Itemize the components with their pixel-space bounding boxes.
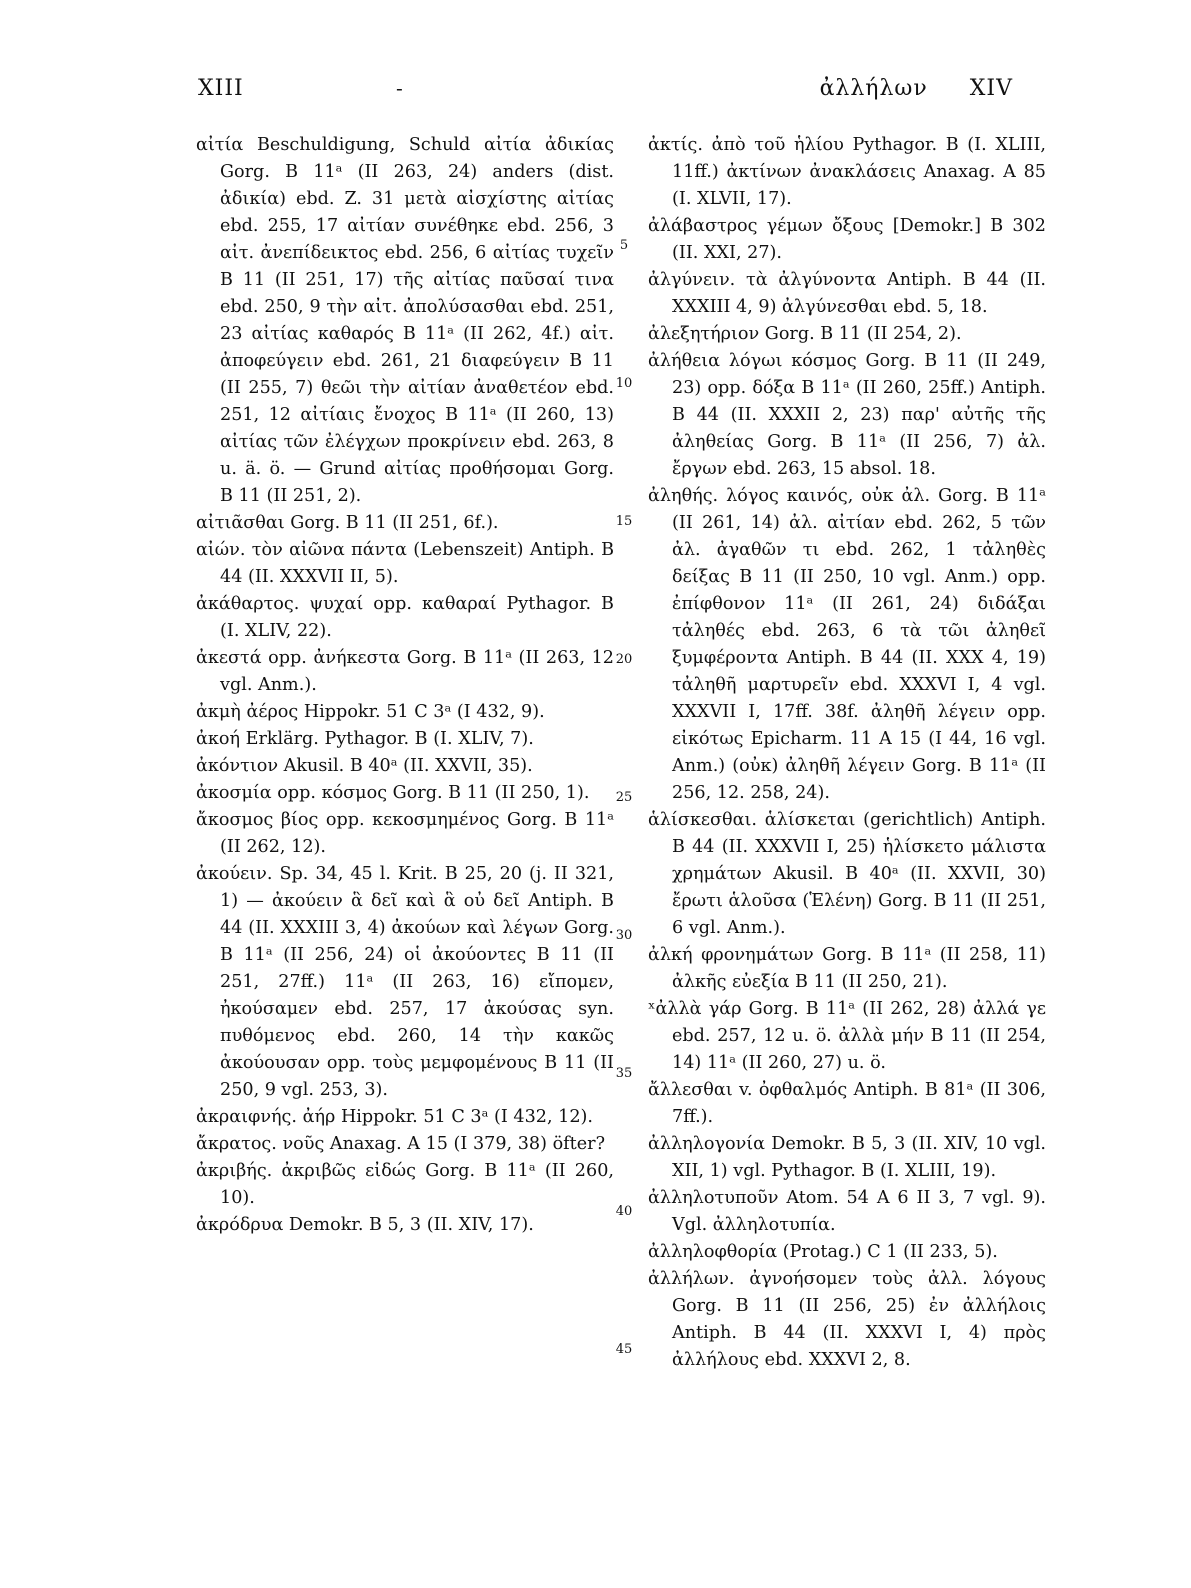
entry: ἀλήθεια λόγωι κόσμος Gorg. B 11 (II 249, 23) opp. δόξα B 11ᵃ (II 260, 25ff.) Antiph. B 44 (II. XXXII 2, 23) παρ' αὐτῆς τῆς ἀληθείας Gorg. B 11ᵃ (II 256, 7) ἀλ. ἔργων ebd. 263, 15 absol. 18. <box>648 351 1046 479</box>
entry: ἀκόντιον Akusil. B 40ᵃ (II. XXVII, 35). <box>196 756 533 776</box>
entry: ἀκρόδρυα Demokr. B 5, 3 (II. XIV, 17). <box>196 1215 534 1235</box>
entry: ἀκοσμία opp. κόσμος Gorg. B 11 (II 250, 1). <box>196 783 590 803</box>
entry: ἄκρατος. νοῦς Anaxag. A 15 (I 379, 38) öfter? <box>196 1134 606 1154</box>
entry: ἀκτίς. ἀπὸ τοῦ ἡλίου Pythagor. B (I. XLIII, 11ff.) ἀκτίνων ἀνακλάσεις Anaxag. A 85 (I. XLVII, 17). <box>648 135 1046 209</box>
running-header-right <box>820 76 1013 101</box>
entry: αἰτία Beschuldigung, Schuld αἰτία ἀδικίας Gorg. B 11ᵃ (II 263, 24) anders (dist. ἀδικία) ebd. Z. 31 μετὰ αἰσχίστης αἰτίας ebd. 255, 17 αἰτίαν συνέθηκε ebd. 256, 3 αἰτ. ἀνεπίδεικτος ebd. 256, 6 αἰτίας τυχεῖν B 11 (II 251, 17) τῆς αἰτίας παῦσαί τινα ebd. 250, 9 τὴν αἰτ. ἀπολύσασθαι ebd. 251, 23 αἰτίας καθαρός B 11ᵃ (II 262, 4f.) αἰτ. ἀποφεύγειν ebd. 261, 21 διαφεύγειν B 11 (II 255, 7) θεῶι τὴν αἰτίαν ἀναθετέον ebd. 251, 12 αἰτίαις ἔνοχος B 11ᵃ (II 260, 13) αἰτίας τῶν ἐλέγχων προκρίνειν ebd. 263, 8 u. ä. ö. — Grund αἰτίας προθήσομαι Gorg. B 11 (II 251, 2). <box>196 135 614 506</box>
entry: ἀλληλοφθορία (Protag.) C 1 (II 233, 5). <box>648 1242 998 1262</box>
line-number: 15 <box>615 514 633 529</box>
entry: ἀκεστά opp. ἀνήκεστα Gorg. B 11ᵃ (II 263, 12 vgl. Anm.). <box>196 648 614 695</box>
header-dash: - <box>396 76 404 100</box>
line-number: 20 <box>615 652 633 667</box>
entry: ˣἀλλὰ γάρ Gorg. B 11ᵃ (II 262, 28) ἀλλά γε ebd. 257, 12 u. ö. ἀλλὰ μήν B 11 (II 254, 14) 11ᵃ (II 260, 27) u. ö. <box>648 999 1046 1073</box>
entry: ἀκμὴ ἀέρος Hippokr. 51 C 3ᵃ (I 432, 9). <box>196 702 545 722</box>
line-number: 10 <box>615 376 633 391</box>
line-number: 40 <box>615 1204 633 1219</box>
running-headword: ἀλλήλων <box>819 76 928 101</box>
left-column <box>196 132 614 1239</box>
entry: ἁλίσκεσθαι. ἁλίσκεται (gerichtlich) Antiph. B 44 (II. XXXVII I, 25) ἡλίσκετο μάλιστα χρημάτων Akusil. B 40ᵃ (II. XXVII, 30) ἔρωτι ἁλοῦσα (Ἑλένη) Gorg. B 11 (II 251, 6 vgl. Anm.). <box>648 810 1046 938</box>
entry: ἄλλεσθαι v. ὀφθαλμός Antiph. B 81ᵃ (II 306, 7ff.). <box>648 1080 1046 1127</box>
entry: ἀλκή φρονημάτων Gorg. B 11ᵃ (II 258, 11) ἀλκῆς εὐεξία B 11 (II 250, 21). <box>648 945 1046 992</box>
entry: ἀλάβαστρος γέμων ὄξους [Demokr.] B 302 (II. XXI, 27). <box>648 216 1046 263</box>
line-number: 5 <box>619 238 629 253</box>
entry: αἰτιᾶσθαι Gorg. B 11 (II 251, 6f.). <box>196 513 499 533</box>
entry: ἀκραιφνής. ἀήρ Hippokr. 51 C 3ᵃ (I 432, 12). <box>196 1107 593 1127</box>
entry: ἄκοσμος βίος opp. κεκοσμημένος Gorg. B 11ᵃ (II 262, 12). <box>196 810 614 857</box>
entry: ἀλγύνειν. τὰ ἀλγύνοντα Antiph. B 44 (II. XXXIII 4, 9) ἀλγύνεσθαι ebd. 5, 18. <box>648 270 1046 317</box>
entry: ἀκούειν. Sp. 34, 45 l. Krit. B 25, 20 (j. II 321, 1) — ἀκούειν ἃ δεῖ καὶ ἃ οὐ δεῖ Antiph. B 44 (II. XXXIII 3, 4) ἀκούων καὶ λέγων Gorg. B 11ᵃ (II 256, 24) οἱ ἀκούοντες B 11 (II 251, 27ff.) 11ᵃ (II 263, 16) εἴπομεν, ἠκούσαμεν ebd. 257, 17 ἀκούσας syn. πυθόμενος ebd. 260, 14 τὴν κακῶς ἀκούουσαν opp. τοὺς μεμφομένους B 11 (II 250, 9 vgl. 253, 3). <box>196 864 614 1100</box>
entry: ἀκάθαρτος. ψυχαί opp. καθαραί Pythagor. B (I. XLIV, 22). <box>196 594 614 641</box>
line-number: 35 <box>615 1066 633 1081</box>
entry: ἀλεξητήριον Gorg. B 11 (II 254, 2). <box>648 324 962 344</box>
entry: ἀκοή Erklärg. Pythagor. B (I. XLIV, 7). <box>196 729 534 749</box>
entry: ἀκριβής. ἀκριβῶς εἰδώς Gorg. B 11ᵃ (II 260, 10). <box>196 1161 614 1208</box>
entry: ἀλληλογονία Demokr. B 5, 3 (II. XIV, 10 vgl. XII, 1) vgl. Pythagor. B (I. XLIII, 19). <box>648 1134 1046 1181</box>
entry: ἀλληλοτυποῦν Atom. 54 A 6 II 3, 7 vgl. 9). Vgl. ἀλληλοτυπία. <box>648 1188 1046 1235</box>
right-column <box>648 132 1046 1374</box>
line-number: 25 <box>615 790 633 805</box>
entry: ἀληθής. λόγος καινός, οὐκ ἀλ. Gorg. B 11ᵃ (II 261, 14) ἀλ. αἰτίαν ebd. 262, 5 τῶν ἀλ. ἀγαθῶν τι ebd. 262, 1 τἀληθὲς δείξας B 11 (II 250, 10 vgl. Anm.) opp. ἐπίφθονον 11ᵃ (II 261, 24) διδάξαι τἀληθές ebd. 263, 6 τὰ τῶι ἀληθεῖ ξυμφέροντα Antiph. B 44 (II. XXX 4, 19) τἀληθῆ μαρτυρεῖν ebd. XXXVI I, 4 vgl. XXXVII I, 17ff. 38f. ἀληθῆ λέγειν opp. εἰκότως Epicharm. 11 A 15 (I 44, 16 vgl. Anm.) (οὐκ) ἀληθῆ λέγειν Gorg. B 11ᵃ (II 256, 12. 258, 24). <box>648 486 1046 803</box>
page-number-left: XIII <box>198 76 244 101</box>
line-number: 45 <box>615 1342 633 1357</box>
line-number: 30 <box>615 928 633 943</box>
page-number-right: XIV <box>969 76 1013 101</box>
entry: αἰών. τὸν αἰῶνα πάντα (Lebenszeit) Antiph. B 44 (II. XXXVII II, 5). <box>196 540 614 587</box>
entry: ἀλλήλων. ἀγνοήσομεν τοὺς ἀλλ. λόγους Gorg. B 11 (II 256, 25) ἐν ἀλλήλοις Antiph. B 44 (II. XXXVI I, 4) πρὸς ἀλλήλους ebd. XXXVI 2, 8. <box>648 1269 1046 1370</box>
